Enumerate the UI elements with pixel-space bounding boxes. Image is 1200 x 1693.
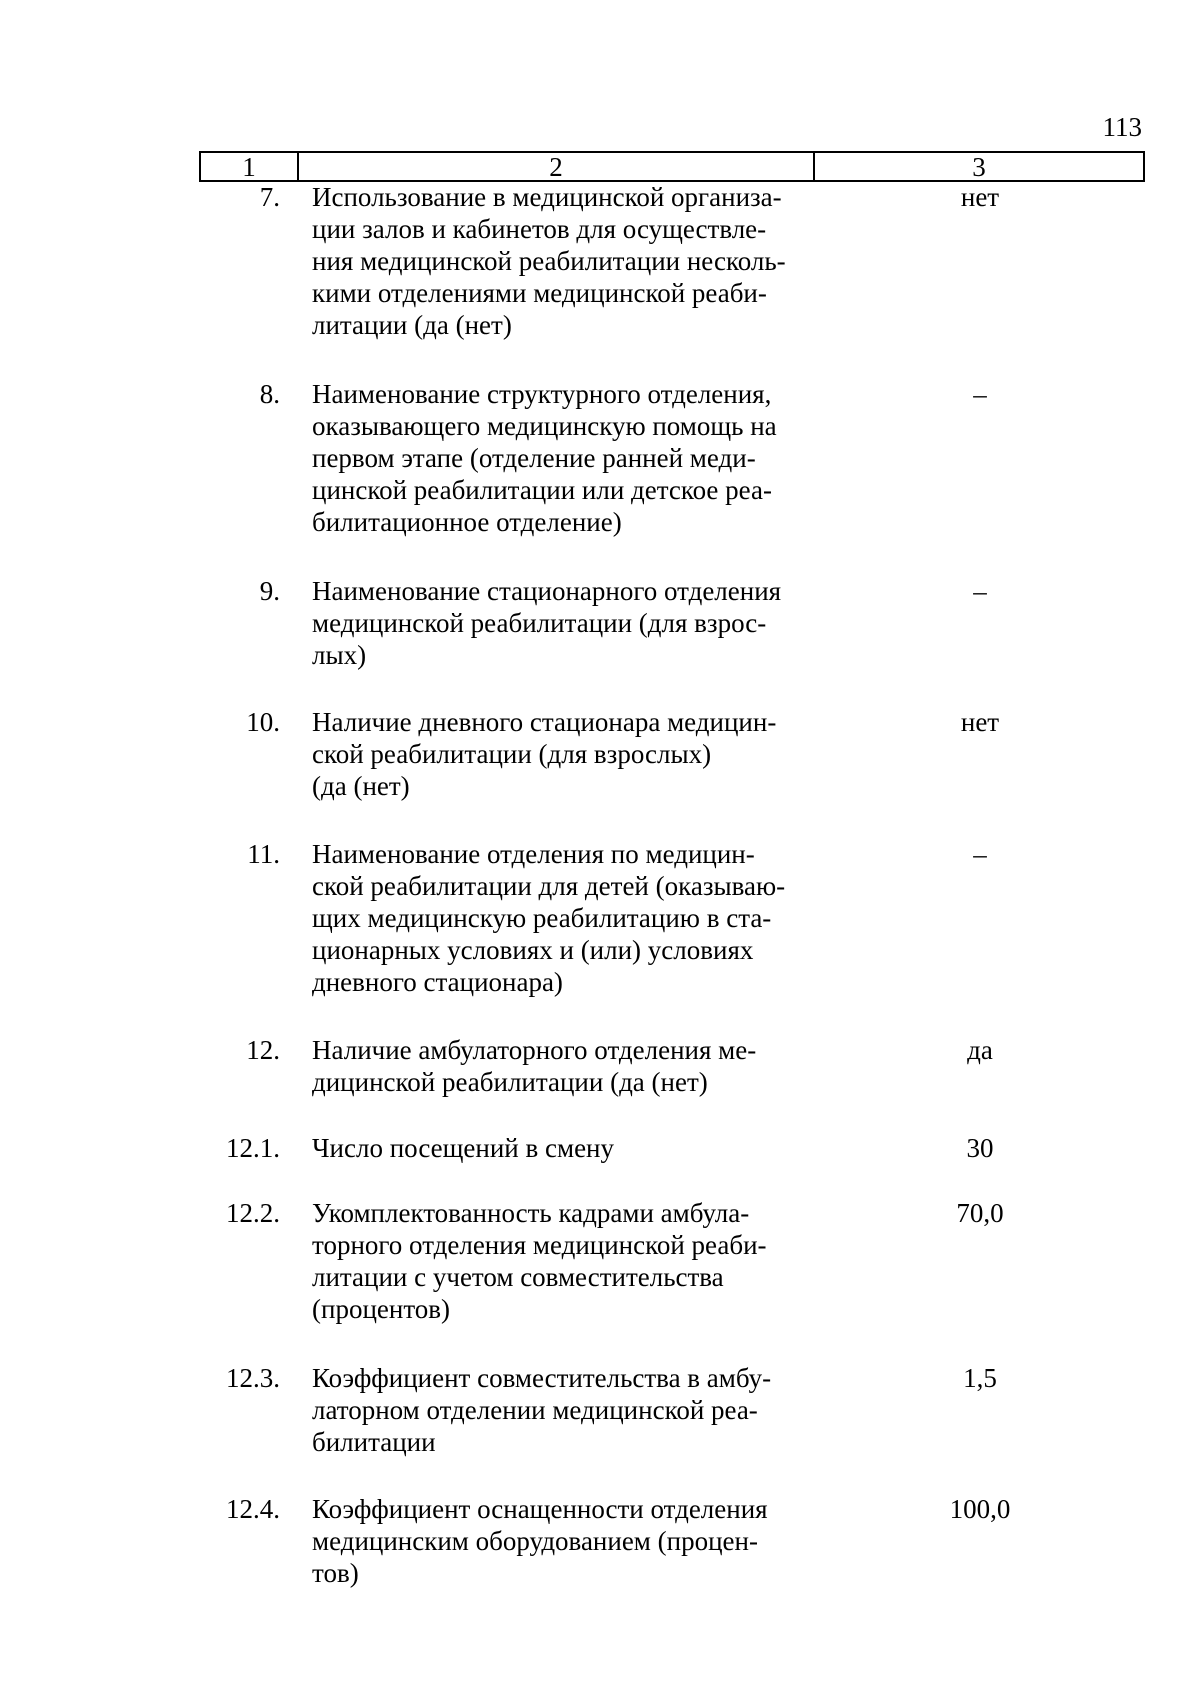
row-description: Наличие дневного стационара медицин- ской реабилитации (для взрослых) (да (нет) (312, 707, 777, 801)
column-header-2: 2 (299, 153, 815, 180)
row-value: нет (960, 707, 1000, 737)
row-number: 8. (259, 379, 280, 409)
row-number: 12.4. (226, 1494, 280, 1524)
row-value: 1,5 (963, 1363, 997, 1393)
row-value: да (967, 1035, 993, 1065)
row-number: 12.1. (226, 1133, 280, 1163)
page-number: 113 (1102, 112, 1142, 142)
row-number: 10. (246, 707, 280, 737)
row-number: 9. (259, 576, 280, 606)
row-value: нет (960, 182, 1000, 212)
row-value: – (973, 379, 987, 409)
row-description: Число посещений в смену (312, 1133, 614, 1163)
column-header-3: 3 (972, 152, 986, 182)
row-description: Коэффициент оснащенности отделения медицинским оборудованием (процен- тов) (312, 1494, 768, 1588)
row-number: 7. (259, 182, 280, 212)
table-header-row (199, 151, 1145, 182)
row-number: 12.3. (226, 1363, 280, 1393)
column-header-1: 1 (201, 153, 299, 180)
row-number: 12. (246, 1035, 280, 1065)
row-description: Наличие амбулаторного отделения ме- дицинской реабилитации (да (нет) (312, 1035, 757, 1097)
row-description: Коэффициент совместительства в амбу- латорном отделении медицинской реа- билитации (312, 1363, 772, 1457)
row-description: Укомплектованность кадрами амбула- торного отделения медицинской реаби- литации с учетом совместительства (процентов) (312, 1198, 767, 1324)
row-value: 70,0 (956, 1198, 1004, 1228)
row-number: 11. (247, 839, 280, 869)
row-description: Наименование стационарного отделения медицинской реабилитации (для взрос- лых) (312, 576, 782, 670)
row-value: 100,0 (949, 1494, 1011, 1524)
row-description: Наименование отделения по медицин- ской реабилитации для детей (оказываю- щих медицинскую реабилитацию в ста- ционарных условиях и (или) условиях дневного стационара) (312, 839, 786, 997)
row-value: – (973, 576, 987, 606)
row-number: 12.2. (226, 1198, 280, 1228)
row-value: – (973, 839, 987, 869)
row-value: 30 (966, 1133, 994, 1163)
row-description: Наименование структурного отделения, оказывающего медицинскую помощь на первом этапе (отделение ранней меди- цинской реабилитации или детское реа- билитационное отделение) (312, 379, 777, 537)
row-description: Использование в медицинской организа- ции залов и кабинетов для осуществле- ния медицинской реабилитации несколь- кими отделениями медицинской реаби- литации (да (нет) (312, 182, 786, 340)
